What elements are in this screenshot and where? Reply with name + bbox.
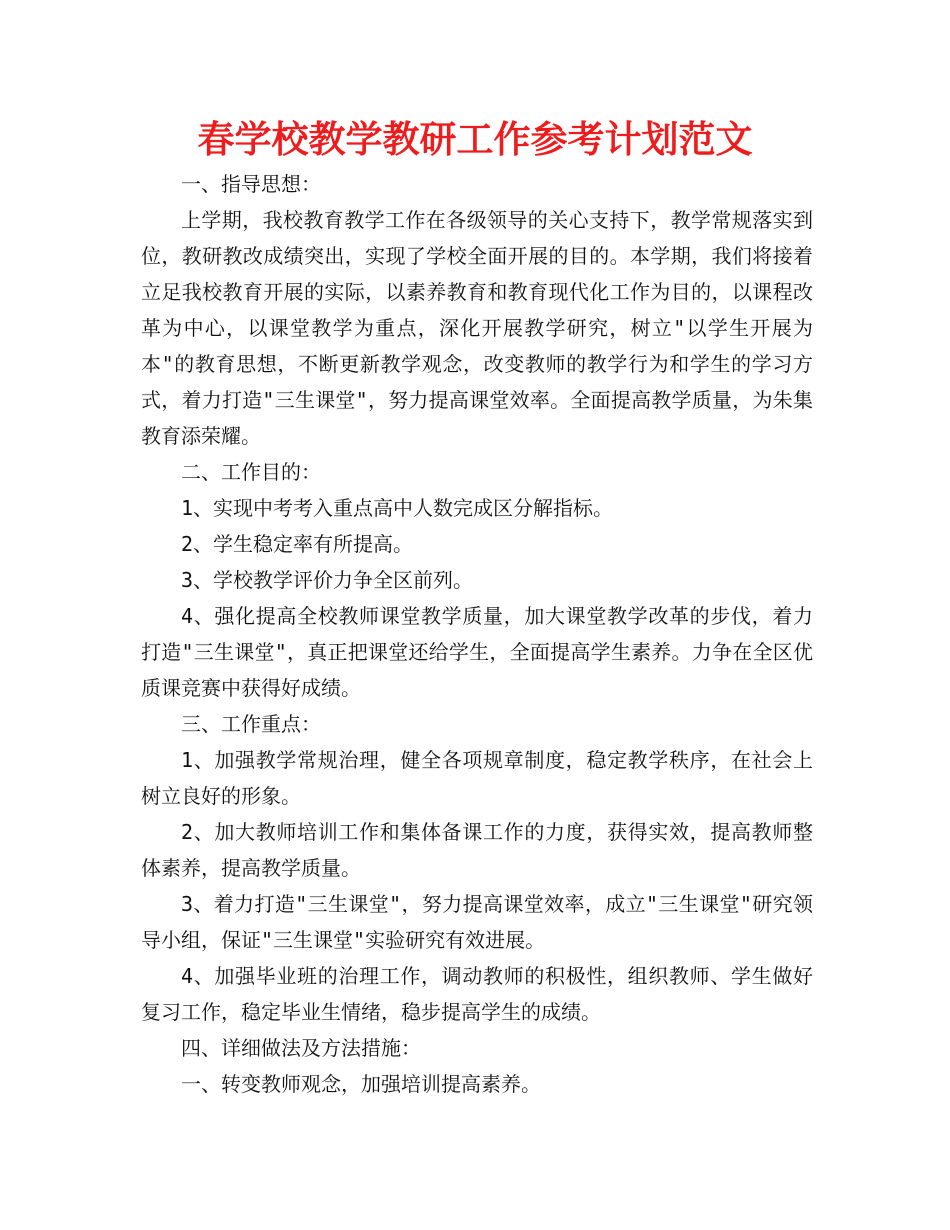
section-heading-guiding-ideology: 一、指导思想： [181, 172, 321, 196]
section-heading-work-focus: 三、工作重点： [181, 712, 321, 736]
focus-item-2: 2、加大教师培训工作和集体备课工作的力度，获得实效，提高教师整体素养，提高教学质量。 [141, 820, 813, 880]
focus-item-1: 1、加强教学常规治理，健全各项规章制度，稳定教学秩序，在社会上树立良好的形象。 [141, 748, 813, 808]
document-body [141, 166, 813, 1102]
focus-item-3: 3、着力打造"三生课堂"，努力提高课堂效率，成立"三生课堂"研究领导小组，保证"三生课堂"实验研究有效进展。 [141, 892, 813, 952]
method-item-1: 一、转变教师观念，加强培训提高素养。 [181, 1072, 541, 1096]
section-heading-work-goals: 二、工作目的： [181, 460, 321, 484]
section-heading-methods: 四、详细做法及方法措施： [181, 1036, 421, 1060]
goal-item-1: 1、实现中考考入重点高中人数完成区分解指标。 [181, 496, 614, 520]
goal-item-4: 4、强化提高全校教师课堂教学质量，加大课堂教学改革的步伐，着力打造"三生课堂"，真正把课堂还给学生，全面提高学生素养。力争在全区优质课竞赛中获得好成绩。 [141, 604, 813, 700]
goal-item-3: 3、学校教学评价力争全区前列。 [181, 568, 474, 592]
goal-item-2: 2、学生稳定率有所提高。 [181, 532, 414, 556]
paragraph-guiding-ideology: 上学期，我校教育教学工作在各级领导的关心支持下，教学常规落实到位，教研教改成绩突出，实现了学校全面开展的目的。本学期，我们将接着立足我校教育开展的实际，以素养教育和教育现代化工作为目的，以课程改革为中心，以课堂教学为重点，深化开展教学研究，树立"以学生开展为本"的教育思想，不断更新教学观念，改变教师的教学行为和学生的学习方式，着力打造"三生课堂"，努力提高课堂效率。全面提高教学质量，为朱集教育添荣耀。 [141, 208, 813, 448]
focus-item-4: 4、加强毕业班的治理工作，调动教师的积极性，组织教师、学生做好复习工作，稳定毕业生情绪，稳步提高学生的成绩。 [141, 964, 813, 1024]
document-title: 春学校教学教研工作参考计划范文 [197, 118, 753, 161]
